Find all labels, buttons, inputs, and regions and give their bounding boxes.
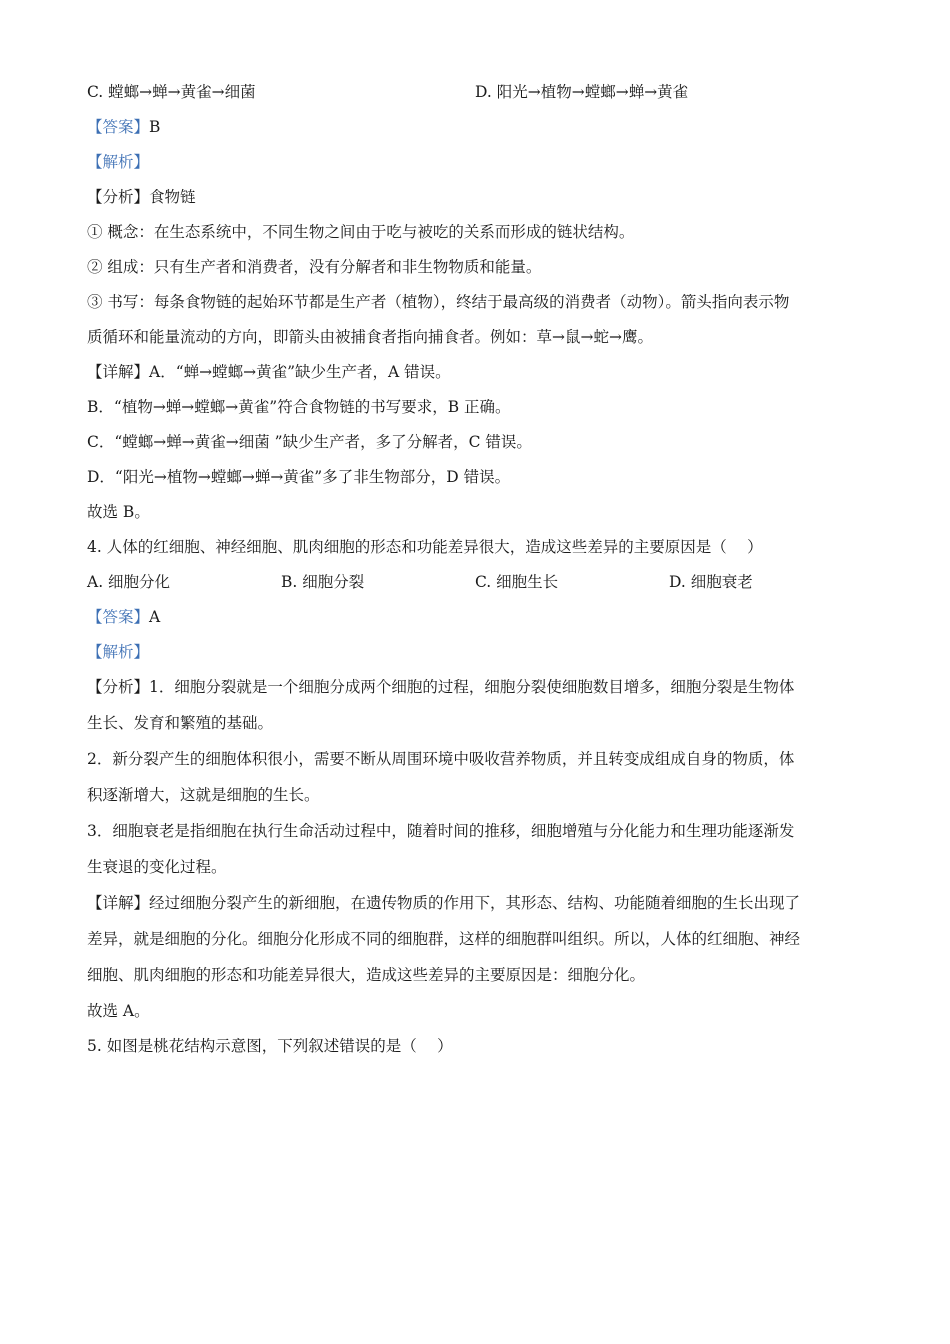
q3-analysis-line (87, 148, 863, 183)
q3-detail-a-line (87, 358, 863, 393)
q4-option-d: D. 细胞衰老 (669, 573, 753, 591)
fenxi-tag: 【分析】 (87, 678, 150, 696)
q4-option-b: B. 细胞分裂 (281, 573, 365, 591)
q3-point-2: ② 组成：只有生产者和消费者，没有分解者和非生物物质和能量。 (87, 258, 542, 276)
q3-fenxi-line (87, 183, 863, 218)
q3-detail-c: C．“螳螂→蝉→黄雀→细菌 ”缺少生产者，多了分解者，C 错误。 (87, 433, 532, 451)
q3-answer: B (149, 118, 161, 136)
q4-fenxi-2a: 2．新分裂产生的细胞体积很小，需要不断从周围环境中吸收营养物质，并且转变成组成自身的物质，体 (87, 750, 795, 768)
q4-fenxi-3a: 3．细胞衰老是指细胞在执行生命活动过程中，随着时间的推移，细胞增殖与分化能力和生理功能逐渐发 (87, 822, 795, 840)
q3-detail-b: B．“植物→蝉→螳螂→黄雀”符合食物链的书写要求，B 正确。 (87, 398, 511, 416)
q4-answer-line (87, 603, 863, 638)
q4-question: 4. 人体的红细胞、神经细胞、肌肉细胞的形态和功能差异很大，造成这些差异的主要原因是（ ） (87, 538, 763, 556)
q4-answer: A (149, 608, 161, 626)
answer-tag: 【答案】 (87, 118, 150, 136)
q4-detail-a: 经过细胞分裂产生的新细胞，在遗传物质的作用下，其形态、结构、功能随着细胞的生长出现了 (149, 894, 801, 912)
q4-options-row (87, 568, 863, 603)
q4-detail-b: 差异，就是细胞的分化。细胞分化形成不同的细胞群，这样的细胞群叫组织。所以，人体的红细胞、神经 (87, 930, 801, 948)
q3-conclusion: 故选 B。 (87, 503, 150, 521)
q3-point-3b: 质循环和能量流动的方向，即箭头由被捕食者指向捕食者。例如：草→鼠→蛇→鹰。 (87, 328, 653, 346)
analysis-tag: 【解析】 (87, 643, 150, 661)
q4-conclusion: 故选 A。 (87, 1002, 150, 1020)
q4-analysis-line (87, 638, 863, 673)
q3-point-3a: ③ 书写：每条食物链的起始环节都是生产者（植物），终结于最高级的消费者（动物）。箭头指向表示物 (87, 293, 790, 311)
q4-fenxi-2b: 积逐渐增大，这就是细胞的生长。 (87, 786, 320, 804)
q3-fenxi-title: 食物链 (149, 188, 196, 206)
q4-option-c: C. 细胞生长 (475, 573, 559, 591)
q3-detail-a: A．“蝉→螳螂→黄雀”缺少生产者，A 错误。 (149, 363, 451, 381)
detail-tag: 【详解】 (87, 363, 150, 381)
q3-option-d: D. 阳光→植物→螳螂→蝉→黄雀 (475, 83, 689, 101)
fenxi-tag: 【分析】 (87, 188, 150, 206)
q4-fenxi-1b: 生长、发育和繁殖的基础。 (87, 714, 274, 732)
q3-options-row (87, 78, 863, 113)
q5-question: 5. 如图是桃花结构示意图，下列叙述错误的是（ ） (87, 1037, 453, 1055)
document-page (87, 78, 863, 1067)
q4-detail-c: 细胞、肌肉细胞的形态和功能差异很大，造成这些差异的主要原因是：细胞分化。 (87, 966, 646, 984)
q4-fenxi-3b: 生衰退的变化过程。 (87, 858, 227, 876)
q4-fenxi-1a-line (87, 673, 863, 709)
q4-fenxi-1a: 1．细胞分裂就是一个细胞分成两个细胞的过程，细胞分裂使细胞数目增多，细胞分裂是生物体 (149, 678, 795, 696)
q3-option-c: C. 螳螂→蝉→黄雀→细菌 (87, 83, 256, 101)
q4-option-a: A. 细胞分化 (87, 573, 171, 591)
detail-tag: 【详解】 (87, 894, 150, 912)
answer-tag: 【答案】 (87, 608, 150, 626)
q3-point-1: ① 概念：在生态系统中，不同生物之间由于吃与被吃的关系而形成的链状结构。 (87, 223, 635, 241)
q4-detail-a-line (87, 889, 863, 925)
analysis-tag: 【解析】 (87, 153, 150, 171)
q3-detail-d: D．“阳光→植物→螳螂→蝉→黄雀”多了非生物部分，D 错误。 (87, 468, 511, 486)
q3-answer-line (87, 113, 863, 148)
